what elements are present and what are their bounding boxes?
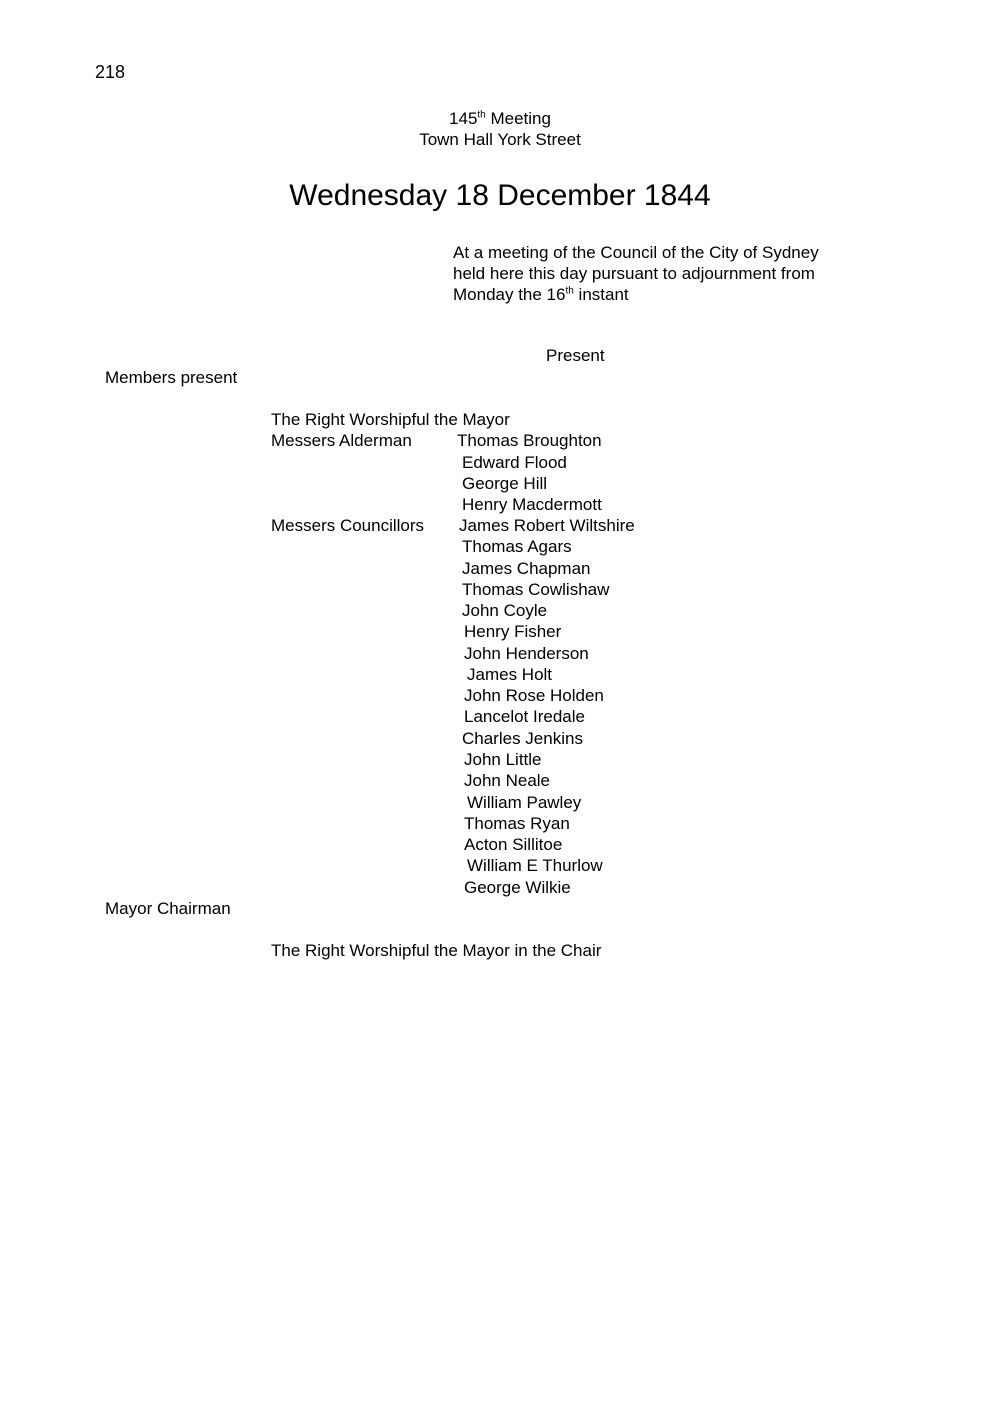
meeting-venue: Town Hall York Street [419,130,581,149]
councillor-name: John Henderson [464,644,589,663]
meeting-number-suffix: th [477,109,486,121]
councillor-name: Thomas Ryan [464,814,570,833]
chair-statement: The Right Worshipful the Mayor in the Chair [271,941,602,960]
alderman-name: George Hill [462,474,548,493]
margin-note-mayor-chairman: Mayor Chairman [105,899,231,918]
intro-line-3: Monday the 16th instant [453,285,629,304]
councillor-name: John Little [464,750,542,769]
councillor-name: Charles Jenkins [462,729,583,748]
meeting-date-title: Wednesday 18 December 1844 [289,179,711,212]
margin-note-members-present: Members present [105,368,238,387]
councillor-name: James Chapman [462,559,591,578]
councillor-name: John Rose Holden [464,686,604,705]
councillor-name: John Coyle [462,601,548,620]
councillor-name: Henry Fisher [464,622,562,641]
intro-date-suffix: th [565,285,574,297]
page-number: 218 [95,62,126,82]
councillor-name: Lancelot Iredale [464,707,585,726]
intro-line-2: held here this day pursuant to adjournment from [453,264,815,283]
aldermen-label: Messers Alderman [271,431,412,450]
councillor-name: William Pawley [467,793,582,812]
councillor-name: George Wilkie [464,878,571,897]
councillor-name: James Holt [467,665,553,684]
present-heading: Present [546,346,605,365]
councillor-name: William E Thurlow [467,856,603,875]
alderman-name: Thomas Broughton [457,431,602,450]
councillor-name: Thomas Agars [462,537,572,556]
alderman-name: Henry Macdermott [462,495,602,514]
councillor-name: Acton Sillitoe [464,835,563,854]
councillor-name: James Robert Wiltshire [459,516,635,535]
councillors-label: Messers Councillors [271,516,425,535]
intro-line-1: At a meeting of the Council of the City of Sydney [453,243,819,262]
meeting-number: 145th Meeting [449,109,551,128]
councillor-name: John Neale [464,771,551,790]
alderman-name: Edward Flood [462,453,567,472]
councillor-name: Thomas Cowlishaw [462,580,610,599]
mayor-attendance: The Right Worshipful the Mayor [271,410,510,429]
